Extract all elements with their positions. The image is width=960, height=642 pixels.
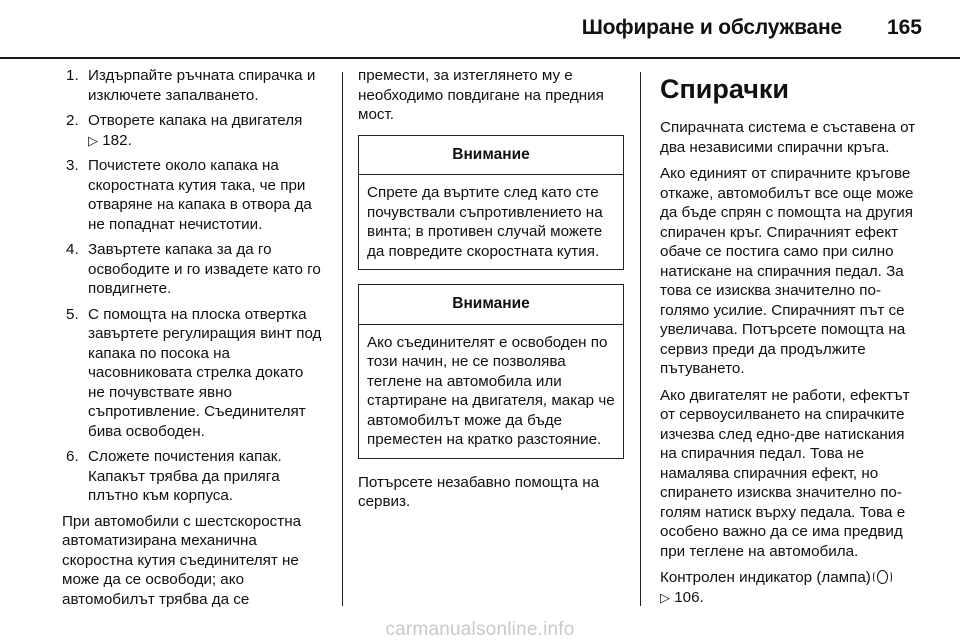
column-2 [358, 66, 624, 519]
continuation-paragraph: премести, за изтеглянето му е необходимо повдигане на предния мост. [358, 67, 604, 123]
caution-text: Ако съединителят е освободен по този начин, не се позволява теглене на автомобила или стартиране на двигателя, макар че автомобилът може да бъде преместен на кратко разстояние. [367, 333, 615, 448]
section-title: Спирачки [660, 74, 790, 104]
column-3 [660, 66, 925, 614]
caution-heading: Внимание [359, 136, 623, 176]
page-reference-icon: ▷ [660, 589, 670, 605]
page-reference[interactable]: 182. [102, 131, 132, 149]
step-2: 2. Отворете капака на двигателя ▷ 182. [66, 112, 303, 149]
caution-box-1 [358, 135, 624, 271]
brake-warning-lamp-icon [875, 570, 891, 584]
column-divider-1 [342, 72, 343, 606]
step-3: 3. Почистете около капака на скоростната кутия така, че при отваряне на капака в отвора да не попаднат нечистотии. [66, 157, 312, 233]
brakes-paragraph-1: Спирачната система е съставена от два независими спирачни кръга. [660, 119, 916, 156]
procedure-steps [62, 66, 324, 506]
page-number: 165 [886, 16, 922, 39]
caution-text: Спрете да въртите след като сте почувствали съпротивлението на винта; в противен случай можете да повредите скоростната кутия. [367, 184, 603, 260]
brakes-paragraph-2: Ако единият от спирачните кръгове откаже, автомобилът все още може да бъде спрян с помощта на другия спирачен кръг. Спирачният ефект обаче се постига само при силно натискане на спирачния педал. За това се изисква значително по-голямо усилие. Спирачният път се увеличава. Потърсете помощта на сервиз преди да продължите пътуването. [660, 165, 914, 377]
column-divider-2 [640, 72, 641, 606]
brakes-paragraph-3: Ако двигателят не работи, ефектът от сервоусилването на спирачките изчезва след едно-две натискания на спирачния педал. Това не намалява спирачния ефект, но спирането изисква значително по-голям натиск върху педала. Това е особено важно да се има предвид при теглене на автомобила. [660, 386, 910, 560]
caution-box-2 [358, 284, 624, 459]
automated-gearbox-paragraph: При автомобили с шестскоростна автоматизирана механична скоростна кутия съединителят не може да се освободи; ако автомобилът трябва да се [62, 512, 302, 608]
page-reference-icon: ▷ [88, 132, 98, 148]
page-reference[interactable]: 106. [674, 588, 704, 606]
indicator-paragraph: Контролен индикатор (лампа) ▷ 106. [660, 568, 925, 607]
header-rule [0, 57, 960, 59]
step-6: 6. Сложете почистения капак. Капакът трябва да прилягa плътно към корпуса. [66, 448, 282, 504]
step-1: 1. Издърпайте ръчната спирачка и изключете запалването. [66, 67, 316, 104]
seek-service-paragraph: Потърсете незабавно помощта на сервиз. [358, 473, 600, 510]
step-4: 4. Завъртете капака за да го освободите и го извадете като го повдигнете. [66, 241, 321, 297]
page-header [0, 0, 960, 58]
watermark: carmanualsonline.info [385, 619, 575, 640]
column-1 [62, 66, 324, 616]
caution-heading: Внимание [359, 285, 623, 325]
page-title: Шофиране и обслужване [581, 16, 842, 39]
step-5: 5. С помощта на плоска отвертка завъртете регулиращия винт под капака по посока на часовниковата стрелка докато не почувствате явно съпротивление. Съединителят бива освободен. [66, 305, 322, 440]
